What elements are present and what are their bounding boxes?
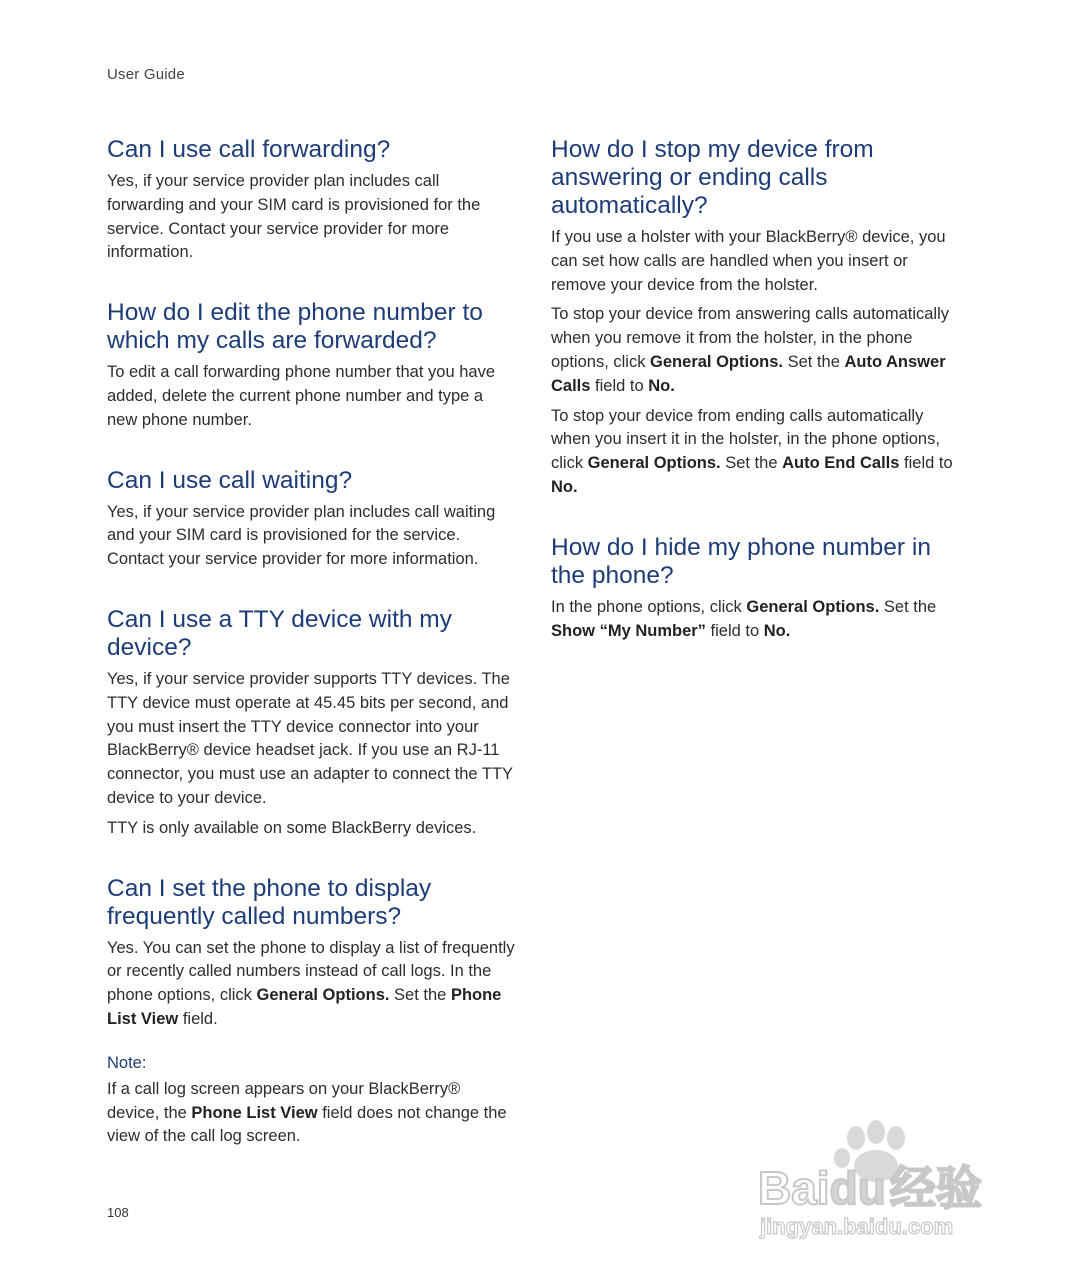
paragraph xyxy=(551,405,961,500)
right-column xyxy=(551,136,961,677)
paragraph: Yes, if your service provider plan includes call waiting and your SIM card is provisioned for the service. Contact your service provider for more information. xyxy=(107,502,496,569)
section-stop-auto-answer xyxy=(551,136,961,500)
text-run: To stop your device from ending calls automatically when you insert it in the holster, in the phone options, click xyxy=(551,406,940,473)
ui-term: Phone List View xyxy=(107,986,502,1028)
section-tty-device xyxy=(107,606,517,841)
heading-line: automatically? xyxy=(551,192,708,219)
ui-term: Phone List View xyxy=(191,1103,318,1122)
section-heading: Can I use call waiting? xyxy=(107,466,353,494)
left-column xyxy=(107,136,517,1183)
ui-term: No. xyxy=(763,621,791,640)
section-edit-forwarding-number xyxy=(107,299,517,432)
paragraph: Yes, if your service provider supports TTY devices. The TTY device must operate at 45.45 bits per second, and you must insert the TTY device connector into your BlackBerry® device headset jack. If you use an RJ-11 connector, you must use an adapter to connect the TTY device to your device. xyxy=(107,669,513,807)
section-frequently-called xyxy=(107,875,517,1150)
paragraph: To edit a call forwarding phone number that you have added, delete the current phone number and type a new phone number. xyxy=(107,363,495,429)
watermark-brand: Baidu经验 xyxy=(758,1162,982,1214)
text-run: Set the xyxy=(389,986,451,1005)
text-run: field to xyxy=(899,454,953,473)
paragraph xyxy=(551,596,961,644)
ui-term: Show “My Number” xyxy=(551,621,706,640)
paragraph: TTY is only available on some BlackBerry devices. xyxy=(107,818,477,837)
text-run: Set the xyxy=(720,454,783,473)
ui-term: No. xyxy=(551,477,578,496)
text-run: field. xyxy=(178,1009,218,1028)
ui-term: No. xyxy=(648,376,675,395)
ui-term: Auto Answer Calls xyxy=(551,352,946,395)
ui-term: General Options. xyxy=(650,352,783,371)
heading-line: which my calls are forwarded? xyxy=(107,327,437,355)
text-run: field to xyxy=(705,621,764,640)
section-call-waiting xyxy=(107,467,517,572)
ui-term: General Options. xyxy=(587,454,721,473)
paragraph: Yes, if your service provider plan includes call forwarding and your SIM card is provisioned for the service. Contact your service provider for more information. xyxy=(107,172,481,262)
text-run: Yes. You can set the phone to display a list of frequently or recently called numbers instead of call logs. In the phone options, click xyxy=(107,938,515,1005)
ui-term: General Options. xyxy=(256,986,390,1005)
paragraph xyxy=(107,937,517,1032)
text-run: If a call log screen appears on your BlackBerry® device, the xyxy=(107,1079,461,1122)
heading-line: Can I use a TTY device with my xyxy=(107,605,452,633)
heading-line: frequently called numbers? xyxy=(107,902,402,930)
section-hide-number xyxy=(551,534,961,644)
paragraph: If you use a holster with your BlackBerry® device, you can set how calls are handled when you insert or remove your device from the holster. xyxy=(551,228,946,294)
section-heading xyxy=(107,299,517,355)
heading-line: How do I edit the phone number to xyxy=(107,299,483,327)
heading-line: answering or ending calls xyxy=(551,164,828,191)
section-heading xyxy=(551,136,961,220)
heading-line: device? xyxy=(107,633,192,661)
section-heading xyxy=(107,606,517,662)
watermark-url: jingyan.baidu.com xyxy=(760,1214,954,1239)
text-run: field does not change the view of the call log screen. xyxy=(107,1103,507,1146)
ui-term: General Options. xyxy=(746,597,880,616)
baidu-paw-icon xyxy=(752,1118,1012,1248)
section-heading xyxy=(107,875,517,931)
heading-line: Can I set the phone to display xyxy=(107,874,432,902)
watermark-logo xyxy=(752,1118,1012,1248)
running-head: User Guide xyxy=(107,66,185,83)
heading-line: How do I hide my phone number in xyxy=(551,533,931,561)
heading-line: the phone? xyxy=(551,561,674,589)
section-call-forwarding xyxy=(107,136,517,265)
paragraph xyxy=(551,303,961,398)
text-run: field to xyxy=(590,376,649,395)
text-run: Set the xyxy=(879,597,937,616)
text-run: Set the xyxy=(783,352,845,371)
page-number: 108 xyxy=(107,1205,129,1220)
text-run: In the phone options, click xyxy=(551,597,747,616)
note-text xyxy=(107,1078,517,1149)
section-heading: Can I use call forwarding? xyxy=(107,136,391,163)
section-heading xyxy=(551,534,961,590)
ui-term: Auto End Calls xyxy=(782,454,900,473)
heading-line: How do I stop my device from xyxy=(551,136,874,163)
text-run: To stop your device from answering calls automatically when you remove it from the holster, in the phone options, click xyxy=(551,305,950,371)
note-label: Note: xyxy=(107,1053,147,1072)
